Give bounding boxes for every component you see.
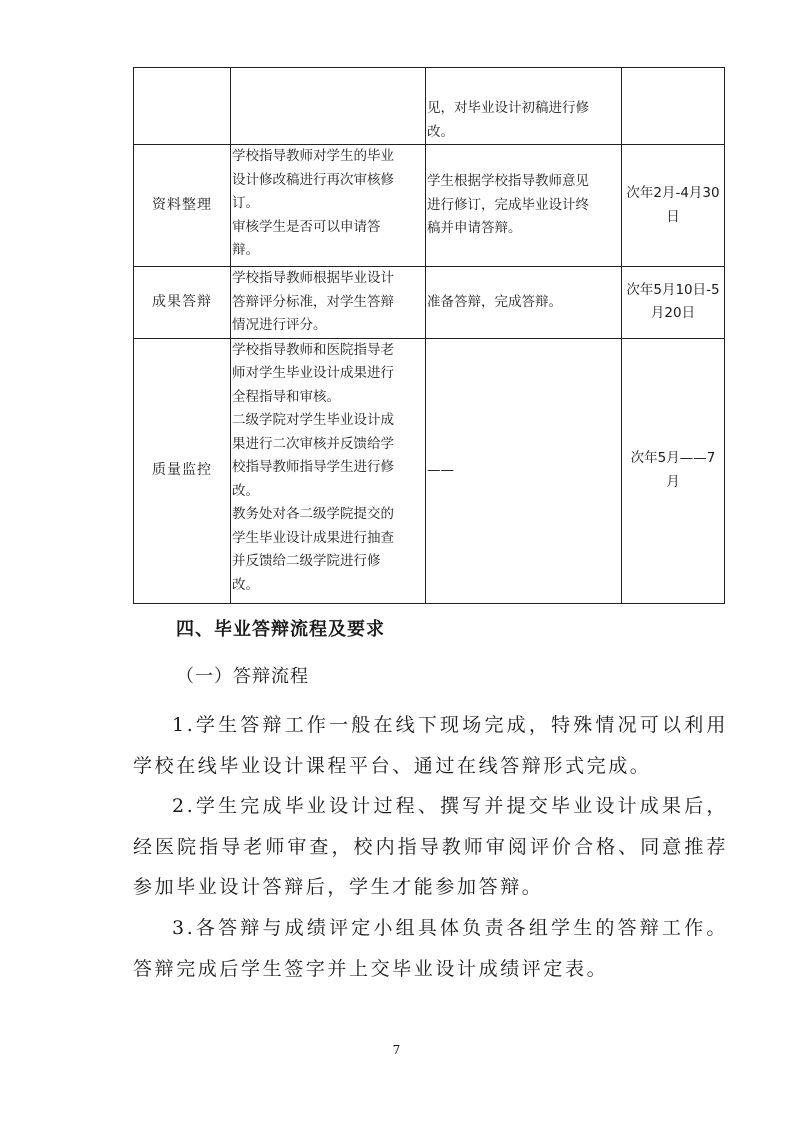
paragraph: 2.学生完成毕业设计过程、撰写并提交毕业设计成果后，经医院指导老师审查，校内指导教师审阅评价合格、同意推荐参加毕业设计答辩后，学生才能参加答辩。 [133,795,728,898]
cell-line: 情况进行评分。 [232,317,327,333]
cell-line: 并反馈给二级学院进行修 [232,553,381,569]
cell-line: 师对学生毕业设计成果进行 [232,365,394,381]
cell-line: 学校指导教师根据毕业设计 [232,270,394,286]
school-task-cell [231,267,426,339]
cell-line: 校指导教师指导学生进行修 [232,459,394,475]
paragraph-block [133,786,728,908]
cell-line: 改。 [427,123,454,140]
cell-line: 审核学生是否可以申请答 [232,218,381,235]
stage-cell: 成果答辩 [134,267,231,339]
cell-line: 全程指导和审核。 [232,388,340,405]
cell-line: 答辩评分标准，对学生答辩 [232,293,394,310]
cell-line: 果进行二次审核并反馈给学 [232,435,394,452]
school-task-cell [231,145,426,267]
cell-line: 稿并申请答辩。 [427,220,522,237]
cell-line: 月 [666,473,680,490]
section-heading: 四、毕业答辩流程及要求 [176,619,385,640]
cell-line: 学生毕业设计成果进行抽查 [232,529,394,546]
cell-line: 辩。 [232,242,259,258]
student-task-cell [426,267,622,339]
page-number: 7 [392,1043,401,1057]
schedule-table [133,67,725,604]
table-row [134,145,725,267]
time-cell [622,338,725,603]
time-cell [622,267,725,339]
cell-line: 日 [666,208,680,225]
cell-line: 设计修改稿进行再次审核修 [232,171,394,188]
cell-line: 次年5月——7 [630,450,716,466]
table-row [134,68,725,145]
student-task-cell [426,68,622,145]
stage-cell: 资料整理 [134,145,231,267]
cell-line: 进行修订，完成毕业设计终 [427,196,589,213]
subsection-heading: （一）答辩流程 [176,666,309,687]
paragraph: 1.学生答辩工作一般在线下现场完成，特殊情况可以利用学校在线毕业设计课程平台、通过在线答辩形式完成。 [133,714,728,777]
stage-cell [134,68,231,145]
stage-cell: 质量监控 [134,338,231,603]
time-cell [622,145,725,267]
paragraph-block [133,705,728,786]
cell-line: 次年5月10日-5 [626,281,720,298]
paragraph-block [133,908,728,989]
time-cell [622,68,725,145]
cell-line: 改。 [232,482,259,499]
cell-line: 次年2月-4月30 [626,185,720,201]
cell-line: 月20日 [650,305,696,322]
cell-line: —— [427,461,454,478]
student-task-cell [426,145,622,267]
paragraph: 3.各答辩与成绩评定小组具体负责各组学生的答辩工作。答辩完成后学生签字并上交毕业设计成绩评定表。 [133,917,728,980]
cell-line: 教务处对各二级学院提交的 [232,506,394,522]
cell-line: 二级学院对学生毕业设计成 [232,412,394,428]
school-task-cell [231,68,426,145]
cell-line: 学生根据学校指导教师意见 [427,173,589,190]
student-task-cell [426,338,622,603]
cell-line: 改。 [232,576,259,593]
school-task-cell [231,338,426,603]
cell-line: 学校指导教师对学生的毕业 [232,148,394,164]
table-row [134,338,725,603]
cell-line: 见，对毕业设计初稿进行修 [427,100,589,116]
cell-line: 准备答辩，完成答辩。 [427,293,562,310]
table-row [134,267,725,339]
cell-line: 学校指导教师和医院指导老 [232,341,394,358]
cell-line: 订。 [232,195,259,211]
